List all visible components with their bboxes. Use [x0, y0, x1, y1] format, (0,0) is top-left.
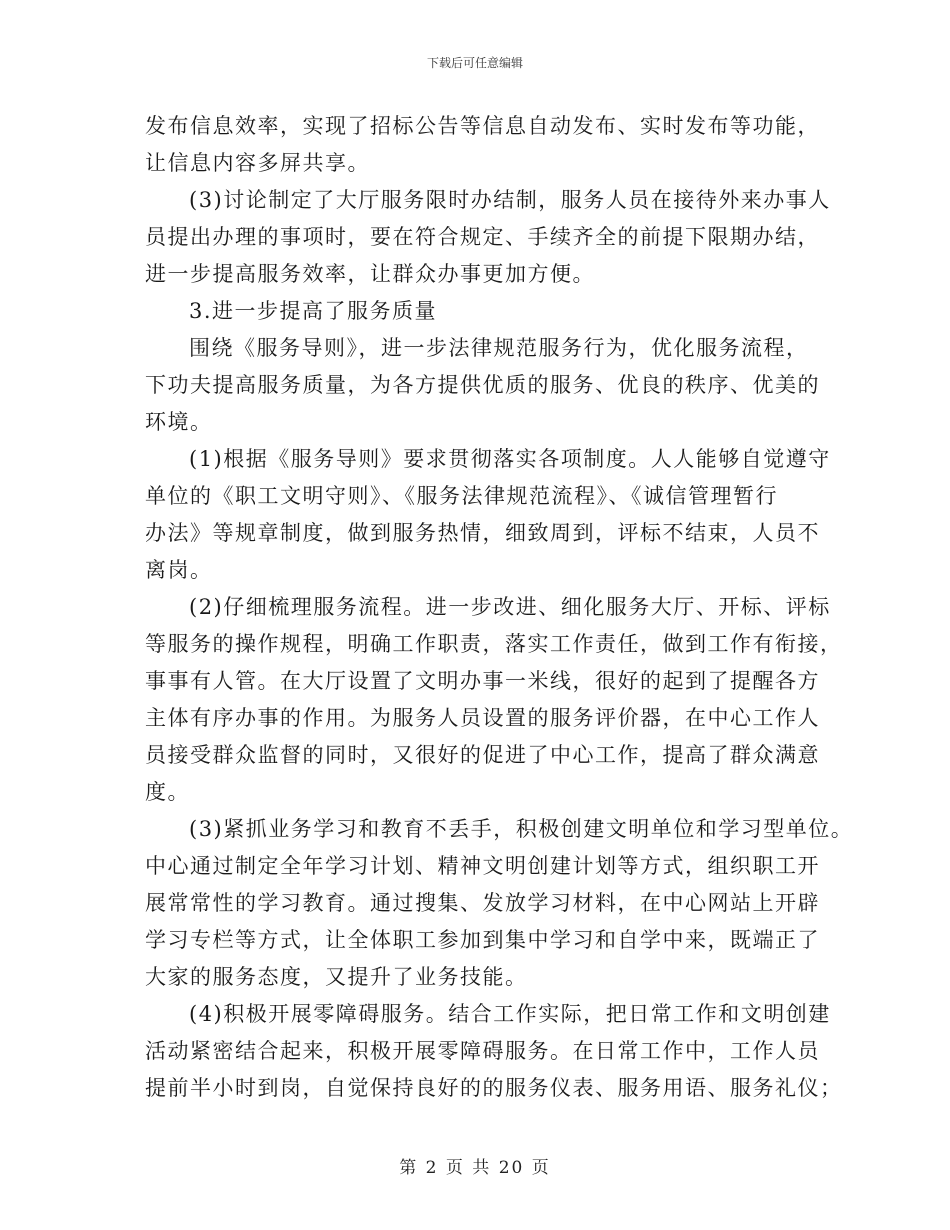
text-line: 让信息内容多屏共享。 — [145, 151, 370, 175]
text-line: 下功夫提高服务质量，为各方提供优质的服务、优良的秩序、优美的 — [145, 373, 820, 397]
text-line: 事事有人管。在大厅设置了文明办事一米线，很好的起到了提醒各方 — [145, 669, 820, 693]
text-line: 中心通过制定全年学习计划、精神文明创建计划等方式，组织职工开 — [145, 854, 820, 878]
text-line: 展常常性的学习教育。通过搜集、发放学习材料，在中心网站上开辟 — [145, 891, 820, 915]
text-line: 等服务的操作规程，明确工作职责，落实工作责任，做到工作有衔接， — [145, 632, 843, 656]
page-header: 下载后可任意编辑 — [426, 56, 523, 70]
page-number-footer: 第 2 页 共 20 页 — [399, 1158, 551, 1178]
text-line: (1)根据《服务导则》要求贯彻落实各项制度。人人能够自觉遵守 — [189, 447, 831, 471]
text-line: (4)积极开展零障碍服务。结合工作实际，把日常工作和文明创建 — [189, 1002, 831, 1026]
text-line: 进一步提高服务效率，让群众办事更加方便。 — [145, 262, 595, 286]
text-line: 单位的《职工文明守则》、《服务法律规范流程》、《诚信管理暂行 — [145, 484, 778, 508]
text-line: 员接受群众监督的同时，又很好的促进了中心工作，提高了群众满意 — [145, 743, 820, 767]
text-line: 3.进一步提高了服务质量 — [189, 299, 438, 323]
text-line: (3)讨论制定了大厅服务限时办结制，服务人员在接待外来办事人 — [189, 188, 831, 212]
text-line: 学习专栏等方式，让全体职工参加到集中学习和自学中来，既端正了 — [145, 928, 820, 952]
text-line: 办法》等规章制度，做到服务热情，细致周到，评标不结束，人员不 — [145, 521, 820, 545]
text-line: 度。 — [145, 780, 190, 804]
text-line: 环境。 — [145, 410, 213, 434]
text-line: 大家的服务态度，又提升了业务技能。 — [145, 965, 528, 989]
text-line: (2)仔细梳理服务流程。进一步改进、细化服务大厅、开标、评标 — [189, 595, 831, 619]
text-line: (3)紧抓业务学习和教育不丢手，积极创建文明单位和学习型单位。 — [189, 817, 854, 841]
text-line: 主体有序办事的作用。为服务人员设置的服务评价器，在中心工作人 — [145, 706, 820, 730]
document-body — [145, 108, 854, 1107]
text-line: 离岗。 — [145, 558, 213, 582]
text-line: 员提出办理的事项时，要在符合规定、手续齐全的前提下限期办结， — [145, 225, 820, 249]
text-line: 提前半小时到岗，自觉保持良好的的服务仪表、服务用语、服务礼仪； — [145, 1076, 843, 1100]
text-line: 围绕《服务导则》，进一步法律规范服务行为，优化服务流程， — [189, 336, 809, 360]
text-line: 发布信息效率，实现了招标公告等信息自动发布、实时发布等功能， — [145, 114, 820, 138]
text-line: 活动紧密结合起来，积极开展零障碍服务。在日常工作中，工作人员 — [145, 1039, 820, 1063]
